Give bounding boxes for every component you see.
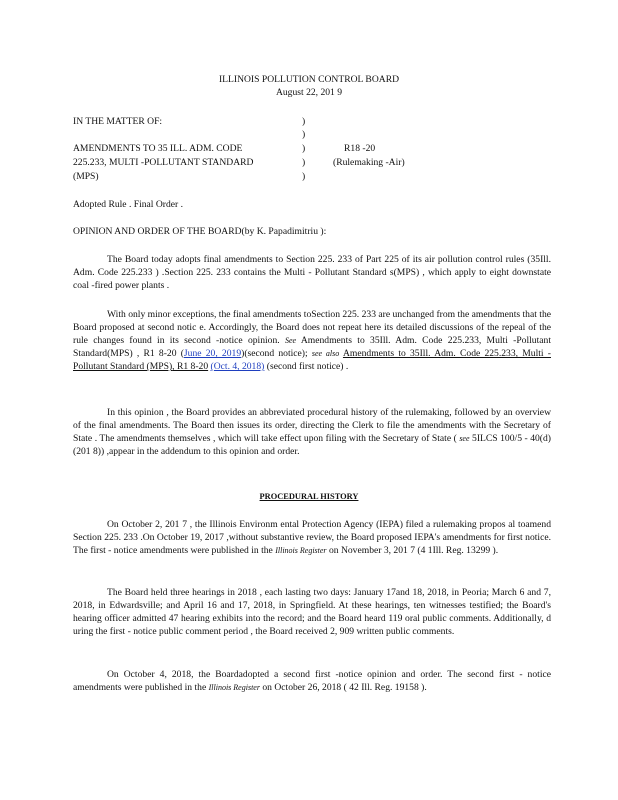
paragraph-4-text: On October 2, 201 7 , the Illinois Environm ental Protection Agency (IEPA) filed a rulemaking propos al toamend Section 225. 233 .On October 19, 2017 ,without substantive review, the Board proposed IEPA's amendments for first notice. The first - notice amendments were published in the <box>73 519 551 556</box>
citation-text: Amendments to 35Ill. Adm. Code 225.233, Multi -Pollutant Standard(MPS) , R1 8-20 ( <box>73 335 551 359</box>
citation-link-oct-2018[interactable]: (Oct. 4, 2018) <box>210 361 265 372</box>
caption-paren: ) <box>302 157 306 168</box>
citation-text: (second first notice) . <box>266 361 349 372</box>
caption-title-line3: (MPS) <box>73 171 99 182</box>
in-the-matter-label: IN THE MATTER OF: <box>73 116 163 127</box>
see-signal: see <box>459 434 470 443</box>
caption-paren: ) <box>302 171 306 182</box>
paragraph-3-text: In this opinion , the Board provides an abbreviated procedural history of the rulemaking, followed by an overview of the final amendments. The Board then issues its order, directing the Clerk to file the amendments with the Secretary of State . The amendments themselves , which will take effect upon filing with the Secretary of State ( <box>73 407 551 444</box>
illinois-register: Illinois Register <box>208 683 260 692</box>
illinois-register: Illinois Register <box>275 546 327 555</box>
opinion-heading: OPINION AND ORDER OF THE BOARD(by K. Papadimitriu ): <box>73 226 327 237</box>
adopted-rule-line: Adopted Rule . Final Order . <box>73 199 184 210</box>
paragraph-5: The Board held three hearings in 2018 , each lasting two days: January 17and 18, 2018, in Peoria; March 6 and 7, 2018, in Edwardsville; and April 16 and 17, 2018, in Springfield. At these hearings, ten witnesses testified; the Board's hearing officer admitted 47 hearing exhibits into the record; and the Board heard 119 oral public comments. Additionally, d uring the first - notice public comment period , the Board received 2, 909 written public comments. <box>73 587 551 637</box>
paragraph-2-text: With only minor exceptions, the final amendments toSection 225. 233 are unchanged from the amendments that the Board proposed at second notic e. Accordingly, the Board does not repeat here its detailed discussions of the repeal of the rule changes found in its second -notice opinion. <box>73 309 552 346</box>
caption-title-line2: 225.233, MULTI -POLLUTANT STANDARD <box>73 157 254 168</box>
citation-link-june-2019[interactable]: June 20, 2019 <box>183 348 242 359</box>
rulemaking-type: (Rulemaking -Air) <box>333 157 405 168</box>
docket-number: R18 -20 <box>344 143 376 154</box>
paragraph-4-text: on November 3, 201 7 (4 1Ill. Reg. 13299 ). <box>328 545 499 556</box>
caption-paren: ) <box>302 129 306 140</box>
caption-title-line1: AMENDMENTS TO 35 ILL. ADM. CODE <box>73 143 243 154</box>
paragraph-2 <box>73 308 551 373</box>
procedural-history-heading-text: PROCEDURAL HISTORY <box>259 492 359 501</box>
citation-text: )(second notice); <box>241 348 308 359</box>
paragraph-1: The Board today adopts final amendments to Section 225. 233 of Part 225 of its air pollution control rules (35Ill. Adm. Code 225.233 ) .Section 225. 233 contains the Multi - Pollutant Standard s(MPS) , which apply to eight downstate coal -fired power plants . <box>73 254 551 291</box>
see-signal: See <box>284 336 297 345</box>
procedural-history-heading <box>0 490 618 503</box>
paragraph-6-text: On October 4, 2018, the Boardadopted a second first -notice opinion and order. The second first - notice amendments were published in the <box>73 669 551 693</box>
paragraph-3-text: 5ILCS 100/5 - 40(d) (201 8)) ,appear in the addendum to this opinion and order. <box>73 433 551 457</box>
agency-title: ILLINOIS POLLUTION CONTROL BOARD <box>218 74 400 85</box>
paragraph-3 <box>73 406 551 458</box>
citation-title: Amendments to 35Ill. Adm. Code 225.233, Multi -Pollutant Standard (MPS) <box>73 348 551 372</box>
caption-paren: ) <box>302 116 306 127</box>
paragraph-4 <box>73 518 551 557</box>
paragraph-6 <box>73 668 551 694</box>
document-date: August 22, 201 9 <box>275 87 343 98</box>
paragraph-6-text: on October 26, 2018 ( 42 Ill. Reg. 19158 ). <box>262 682 427 693</box>
caption-paren: ) <box>302 143 306 154</box>
citation-docket: , R1 8-20 <box>172 361 209 372</box>
see-also-signal: see also <box>311 349 340 358</box>
